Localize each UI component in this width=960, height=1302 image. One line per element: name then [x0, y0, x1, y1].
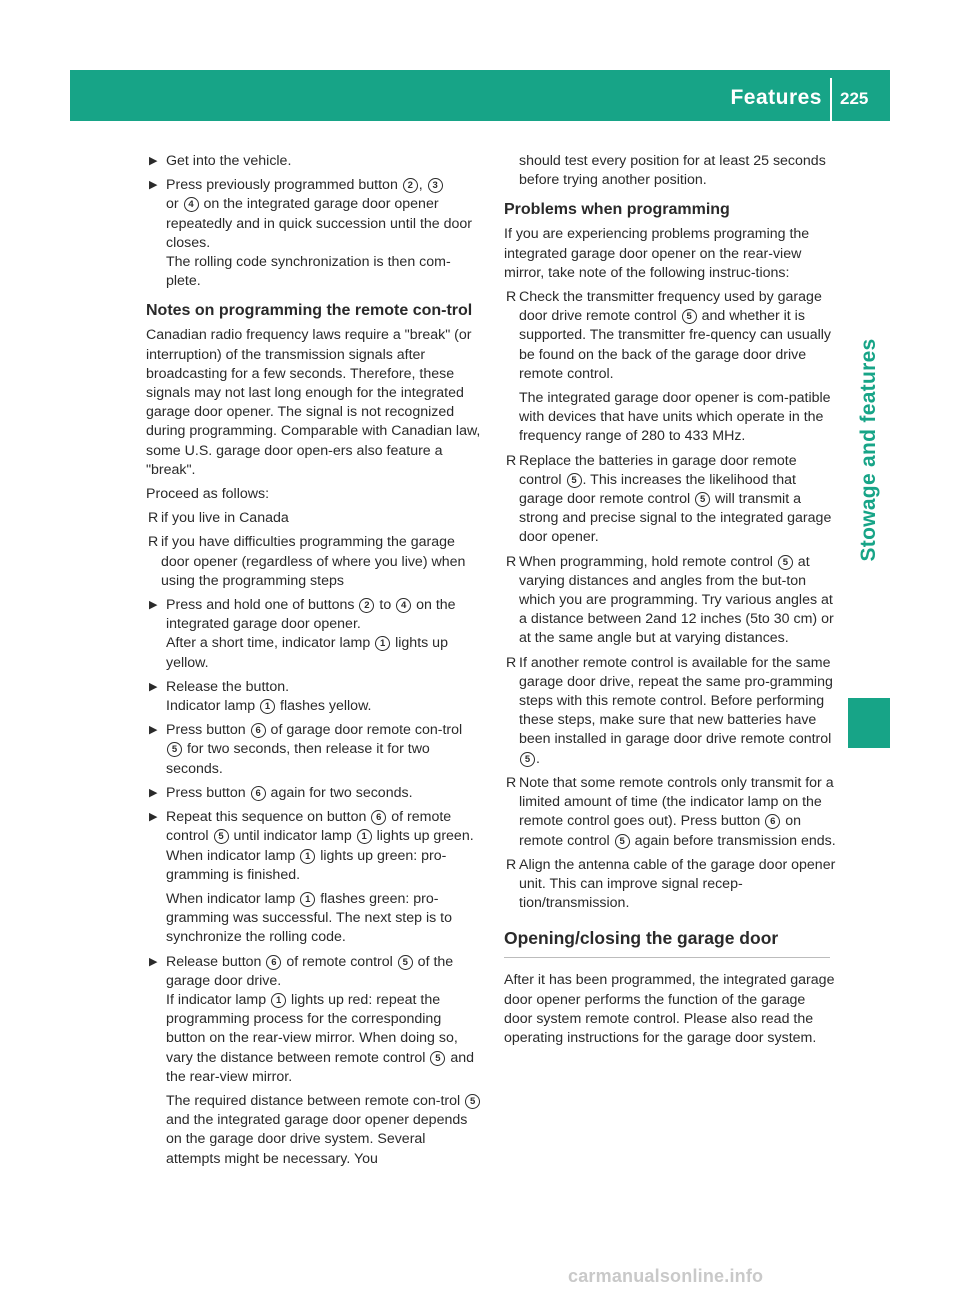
- step-press-programmed: ▶ Press previously programmed button 2 , 3 or 4 on the integrated garage door opener repeatedly and in quick succession until the door closes. The rolling code synchronization is then com-plete.: [149, 177, 473, 290]
- step-arrow-icon: ▶: [149, 680, 158, 693]
- bullet-icon: R: [506, 289, 517, 306]
- indicator-lamp-1-icon: 1: [271, 993, 286, 1008]
- bullet-icon: R: [506, 856, 517, 873]
- step-get-in: ▶ Get into the vehicle.: [146, 152, 482, 171]
- side-tab-marker: [848, 698, 890, 748]
- button-3-icon: 3: [428, 178, 443, 193]
- button-6-icon: 6: [765, 814, 780, 829]
- paragraph-continued: should test every position for at least 25 seconds before trying another position.: [519, 153, 826, 189]
- step-arrow-icon: ▶: [149, 599, 158, 612]
- side-tab-label: Stowage and features: [857, 338, 880, 562]
- step-arrow-icon: ▶: [149, 179, 158, 192]
- button-4-icon: 4: [396, 598, 411, 613]
- indicator-lamp-1-icon: 1: [357, 829, 372, 844]
- step-arrow-icon: ▶: [149, 155, 158, 167]
- step-press-again: ▶ Press button 6 again for two seconds.: [146, 784, 482, 803]
- remote-control-5-icon: 5: [465, 1094, 480, 1109]
- paragraph-opening: After it has been programmed, the integrated garage door opener performs the function of the garage door system remote control. Please also read the operating instructions for the garage door system.: [504, 972, 835, 1046]
- step-arrow-icon: ▶: [149, 955, 158, 968]
- heading-problems: Problems when programming: [504, 201, 730, 219]
- bullet-icon: R: [506, 452, 517, 469]
- remote-control-5-icon: 5: [778, 555, 793, 570]
- step-press-hold: ▶ Press and hold one of buttons 2 to 4 on the integrated garage door opener. After a short time, indicator lamp 1 lights up yellow.: [149, 597, 456, 671]
- button-6-icon: 6: [371, 810, 386, 825]
- indicator-lamp-1-icon: 1: [300, 892, 315, 907]
- bullet-canada: R if you live in Canada: [146, 509, 482, 528]
- left-column: [146, 152, 482, 1174]
- paragraph-canada: Canadian radio frequency laws require a "break" (or interruption) of the transmission signals after broadcasting for a few seconds. Therefore, these signals may not last long enough for the integrated garage door opener. The signal is not recognized during programming. Comparable with Canadian law, some U.S. garage door open-ers also feature a "break".: [146, 327, 481, 478]
- indicator-lamp-1-icon: 1: [300, 849, 315, 864]
- button-2-icon: 2: [403, 178, 418, 193]
- section-title: Features: [730, 86, 822, 109]
- remote-control-5-icon: 5: [167, 742, 182, 757]
- remote-control-5-icon: 5: [615, 834, 630, 849]
- remote-control-5-icon: 5: [520, 752, 535, 767]
- bullet-antenna: R Align the antenna cable of the garage door opener unit. This can improve signal recep-tion/transmission.: [506, 856, 836, 912]
- right-column: [504, 152, 836, 1053]
- paragraph-problems: If you are experiencing problems programing the integrated garage door opener on the rear-view mirror, take note of the following instruc-tions:: [504, 226, 810, 281]
- remote-control-5-icon: 5: [214, 829, 229, 844]
- remote-control-5-icon: 5: [430, 1051, 445, 1066]
- button-6-icon: 6: [251, 723, 266, 738]
- bullet-icon: R: [148, 510, 159, 527]
- button-2-icon: 2: [359, 598, 374, 613]
- watermark: carmanualsonline.info: [568, 1266, 764, 1286]
- header-divider: [830, 78, 832, 121]
- step-arrow-icon: ▶: [149, 811, 158, 824]
- bullet-frequency: R Check the transmitter frequency used by garage door drive remote control 5 and whether it is supported. The transmitter fre-quency can usually be found on the back of the garage door drive remote control. The integrated garage door opener is com-patible with devices that have units which operate in the frequency range of 280 to 433 MHz.: [506, 289, 832, 445]
- indicator-lamp-1-icon: 1: [375, 636, 390, 651]
- heading-rule: [504, 957, 830, 958]
- button-6-icon: 6: [266, 955, 281, 970]
- page-number: 225: [840, 89, 869, 108]
- button-4-icon: 4: [184, 197, 199, 212]
- heading-opening-closing: Opening/closing the garage door: [504, 928, 779, 949]
- header-bar: [70, 70, 890, 121]
- remote-control-5-icon: 5: [398, 955, 413, 970]
- button-6-icon: 6: [251, 786, 266, 801]
- bullet-icon: R: [506, 553, 517, 570]
- indicator-lamp-1-icon: 1: [260, 699, 275, 714]
- step-arrow-icon: ▶: [149, 724, 158, 737]
- bullet-icon: R: [148, 534, 159, 551]
- step-release-remote: ▶ Release button 6 of remote control 5 of the garage door drive. If indicator lamp 1 lights up red: repeat the programming process for the corresponding button on the rear-view mirror. When doing so, vary the distance between remote control 5 and the rear-view mirror. The required distance between remote con-trol 5 and the integrated garage door opener depends on the garage door drive system. Several attempts might be necessary. You: [146, 953, 482, 1169]
- step-press-remote: ▶ Press button 6 of garage door remote con-trol 5 for two seconds, then release it for two seconds.: [149, 722, 463, 777]
- remote-control-5-icon: 5: [567, 473, 582, 488]
- paragraph-proceed: Proceed as follows:: [146, 486, 270, 503]
- heading-notes: Notes on programming the remote con-trol: [146, 302, 473, 320]
- bullet-limited-time: R Note that some remote controls only transmit for a limited amount of time (the indicator lamp on the remote control goes out). Press button 6 on remote control 5 again before transmission ends.: [506, 774, 836, 849]
- step-repeat-sequence: ▶ Repeat this sequence on button 6 of remote control 5 until indicator lamp 1 lights up green. When indicator lamp 1 lights up green: pro-gramming is finished. When indicator lamp 1 flashes green: pro-gramming was successful. The next step is to synchronize the rolling code.: [149, 809, 474, 946]
- remote-control-5-icon: 5: [682, 309, 697, 324]
- bullet-difficulties: R if you have difficulties programming the garage door opener (regardless of where you live) when using the programming steps: [148, 534, 466, 589]
- bullet-another-remote: R If another remote control is available for the same garage door drive, repeat the same pro-gramming steps with this remote control. Before performing these steps, make sure that new batteries have been installed in garage door drive remote control 5 .: [506, 654, 833, 767]
- bullet-icon: R: [506, 654, 517, 671]
- bullet-batteries: R Replace the batteries in garage door remote control 5 . This increases the likelihood that garage door remote control 5 will transmit a strong and precise signal to the integrated garage door opener.: [506, 452, 832, 546]
- bullet-icon: R: [506, 774, 517, 791]
- bullet-distances: R When programming, hold remote control 5 at varying distances and angles from the but-ton which you are programming. Try various angles at a distance between 2and 12 inches (5to 30 cm) or at the same angle but at varying distances.: [506, 553, 834, 647]
- step-arrow-icon: ▶: [149, 786, 158, 799]
- step-release: ▶ Release the button. Indicator lamp 1 flashes yellow.: [149, 678, 372, 715]
- remote-control-5-icon: 5: [695, 492, 710, 507]
